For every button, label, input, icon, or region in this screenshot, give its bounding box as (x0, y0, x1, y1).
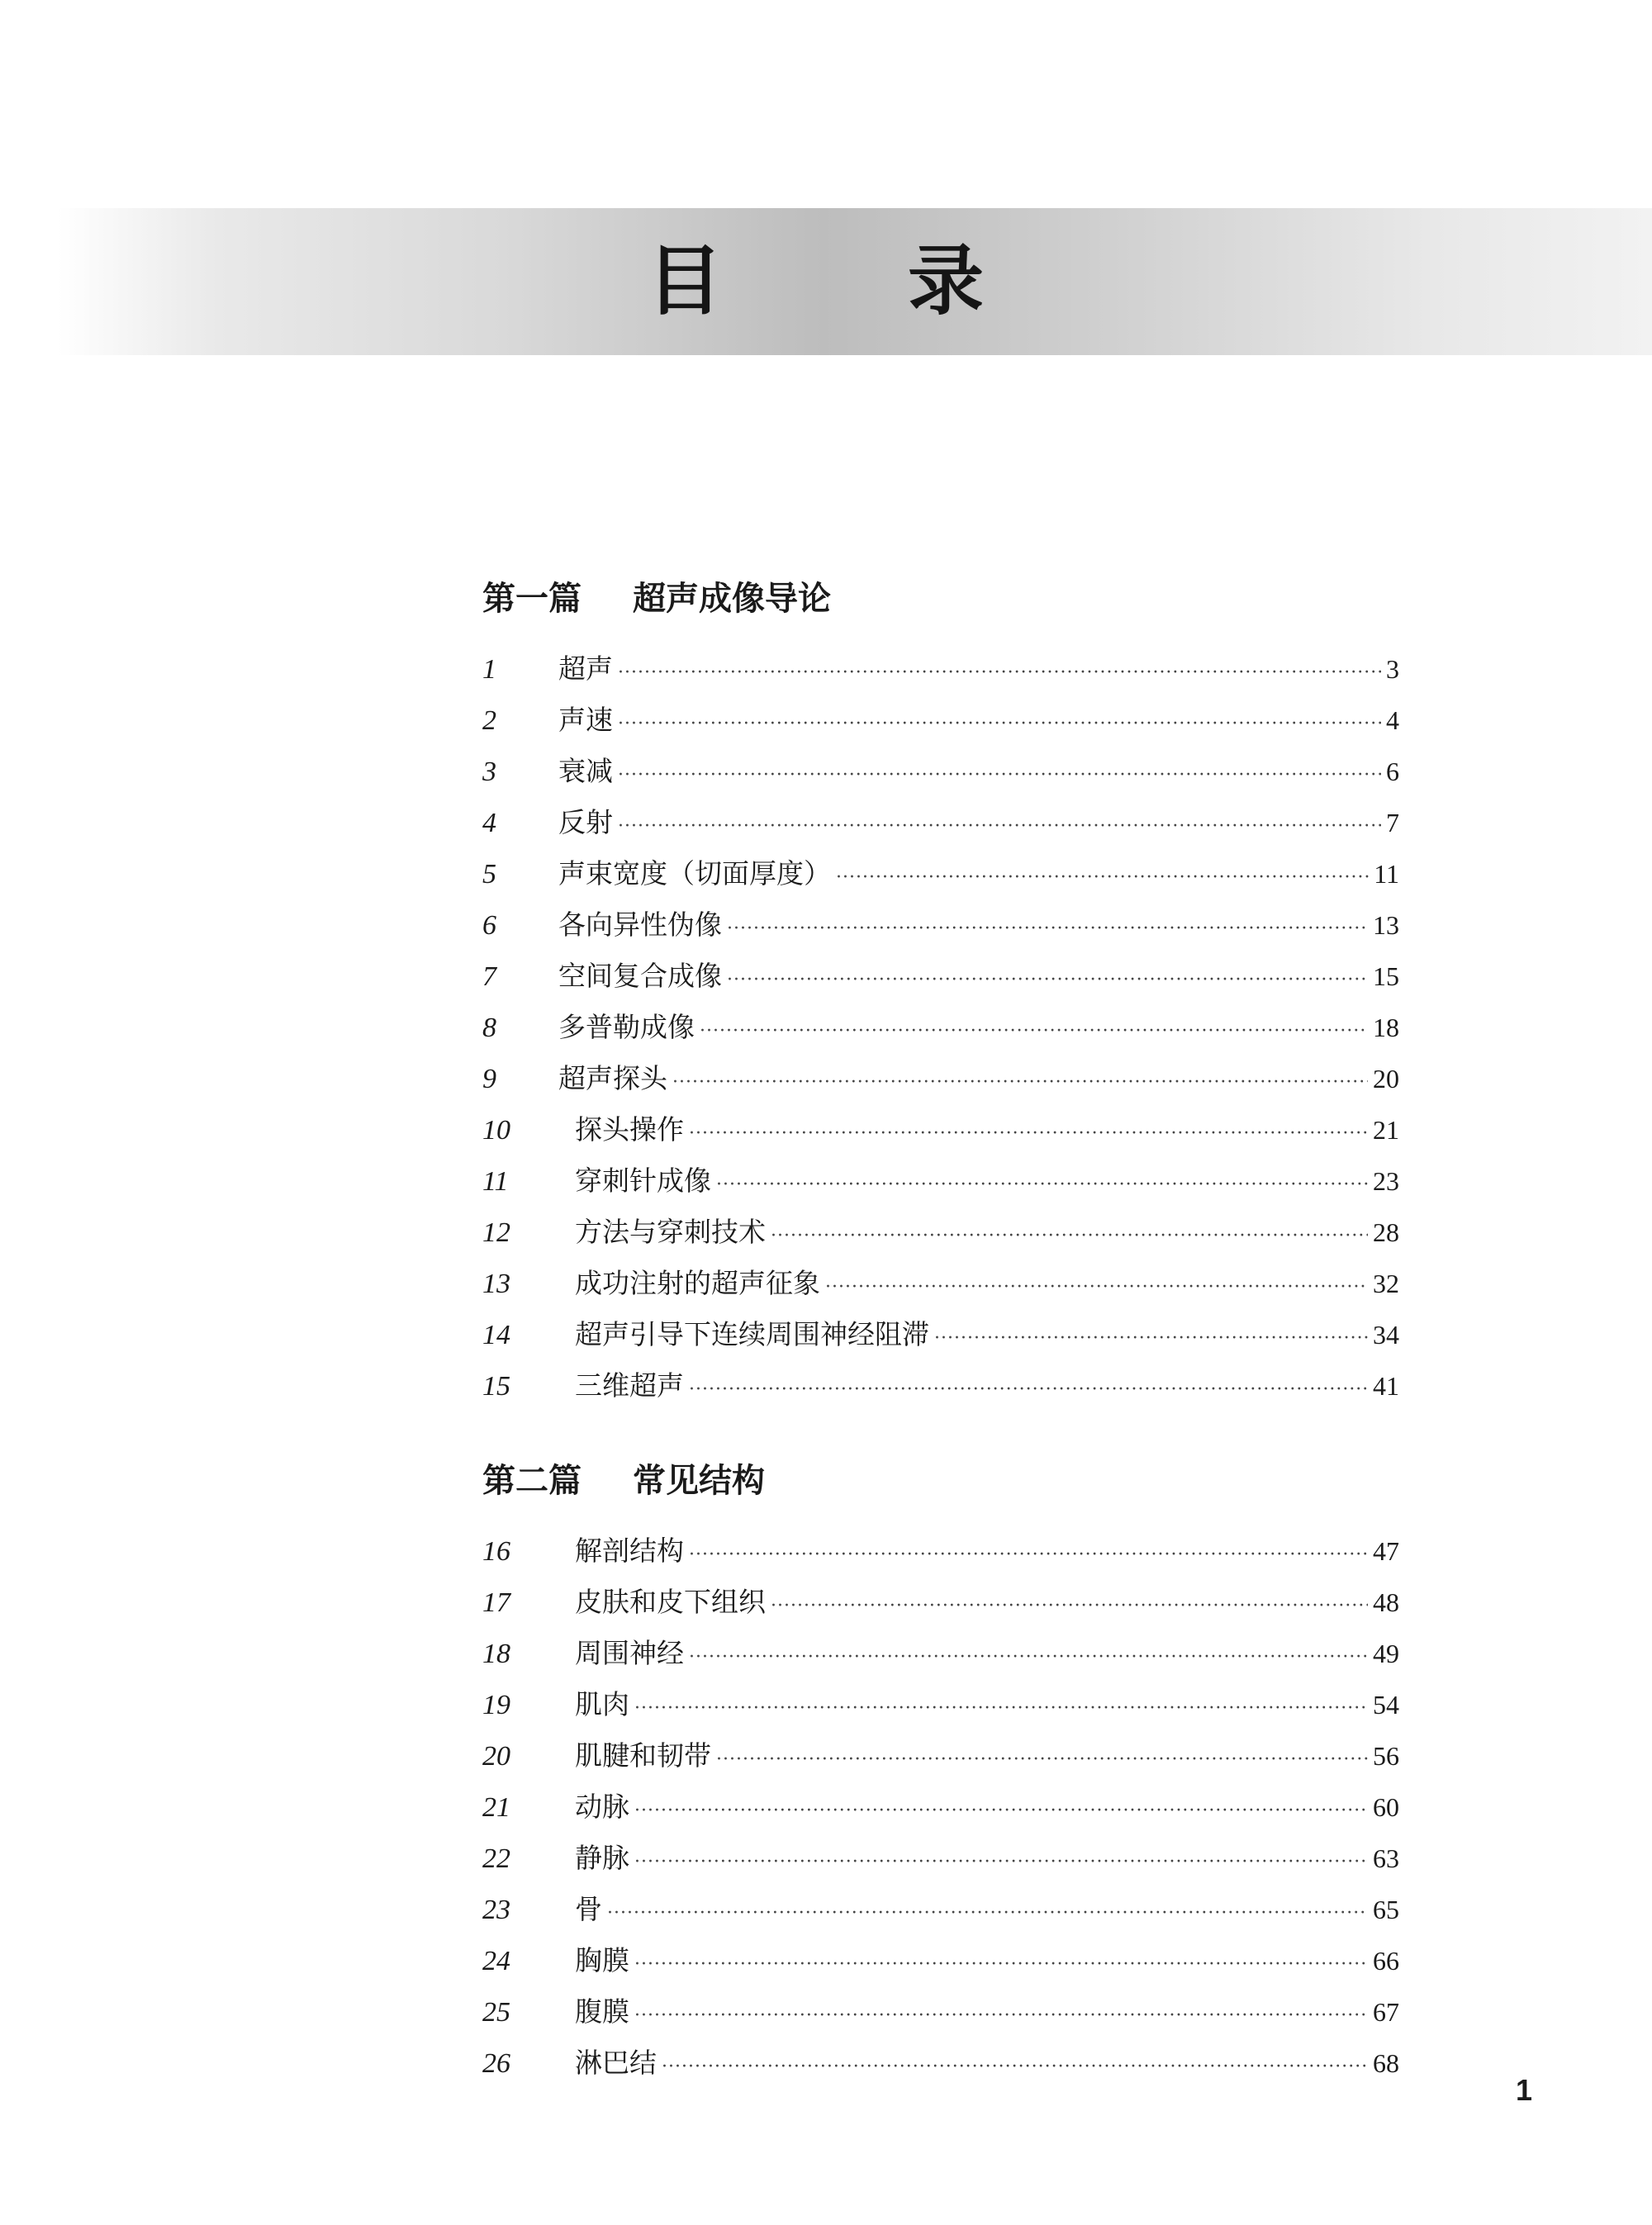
toc-entry-title: 探头操作 (575, 1113, 684, 1146)
dot-leader (716, 1749, 1368, 1770)
toc-entry-number: 9 (482, 1064, 496, 1094)
toc-entry[interactable] (482, 1057, 1399, 1108)
toc-entry[interactable] (482, 1734, 1399, 1786)
toc-entry-number: 21 (482, 1792, 510, 1823)
toc-entry-title: 衰减 (558, 755, 613, 787)
toc-entry-page: 48 (1373, 1587, 1399, 1617)
toc-entry-page: 7 (1386, 808, 1399, 837)
dot-leader (716, 1174, 1368, 1195)
toc-entry-number: 10 (482, 1115, 510, 1146)
toc-entry[interactable] (482, 801, 1399, 852)
toc-entry-title: 超声 (558, 652, 613, 685)
toc-entry[interactable] (482, 1632, 1399, 1683)
toc-entry-page: 65 (1373, 1895, 1399, 1924)
toc-entry[interactable] (482, 1313, 1399, 1364)
toc-entry-title: 声速 (558, 704, 613, 736)
part-one-label: 第一篇 (482, 580, 582, 618)
dot-leader (634, 1800, 1368, 1821)
toc-entry-number: 25 (482, 1997, 510, 2028)
toc-entry[interactable] (482, 1683, 1399, 1734)
dot-leader (689, 1647, 1368, 1668)
dot-leader (771, 1226, 1368, 1246)
toc-entry-number: 16 (482, 1536, 510, 1567)
toc-entry-page: 11 (1374, 859, 1399, 889)
toc-entry-page: 13 (1373, 910, 1399, 940)
toc-entry-number: 17 (482, 1587, 510, 1618)
dot-leader (727, 970, 1368, 990)
toc-entry[interactable] (482, 1262, 1399, 1313)
dot-leader (727, 918, 1368, 939)
toc-entry[interactable] (482, 648, 1399, 699)
toc-entry-page: 18 (1373, 1013, 1399, 1042)
toc-entry[interactable] (482, 1990, 1399, 2042)
toc-entry-number: 2 (482, 705, 496, 736)
toc-entry-number: 14 (482, 1320, 510, 1350)
toc-entry-title: 周围神经 (575, 1637, 684, 1669)
dot-leader (618, 714, 1381, 734)
toc-entry-title: 胸膜 (575, 1944, 629, 1976)
dot-leader (662, 2057, 1368, 2077)
toc-entry-page: 56 (1373, 1741, 1399, 1771)
page-title: 目 录 (646, 237, 1064, 325)
title-band (58, 208, 1652, 355)
part-one-toc-list (482, 648, 1399, 1416)
part-one-section (482, 567, 1399, 1416)
toc-entry-number: 19 (482, 1690, 510, 1720)
toc-entry-page: 28 (1373, 1217, 1399, 1247)
toc-entry-number: 15 (482, 1371, 510, 1402)
toc-entry[interactable] (482, 1888, 1399, 1939)
toc-entry-page: 63 (1373, 1843, 1399, 1873)
dot-leader (700, 1021, 1368, 1041)
toc-entry-title: 解剖结构 (575, 1535, 684, 1567)
dot-leader (689, 1544, 1368, 1565)
dot-leader (689, 1379, 1368, 1400)
toc-entry-page: 34 (1373, 1320, 1399, 1350)
toc-entry-number: 6 (482, 910, 496, 941)
toc-entry[interactable] (482, 750, 1399, 801)
toc-entry-title: 反射 (558, 806, 613, 838)
dot-leader (634, 1698, 1368, 1719)
dot-leader (618, 662, 1381, 683)
toc-entry-page: 68 (1373, 2048, 1399, 2078)
dot-leader (934, 1328, 1368, 1349)
toc-entry-number: 18 (482, 1639, 510, 1669)
toc-entry-page: 23 (1373, 1166, 1399, 1196)
toc-entry[interactable] (482, 1530, 1399, 1581)
toc-entry-number: 26 (482, 2048, 510, 2079)
dot-leader (771, 1596, 1368, 1616)
part-one-name: 超声成像导论 (633, 580, 831, 618)
toc-entry-title: 肌肉 (575, 1688, 629, 1720)
dot-leader (634, 1852, 1368, 1872)
toc-entry[interactable] (482, 699, 1399, 750)
toc-entry-number: 11 (482, 1166, 509, 1197)
toc-entry[interactable] (482, 1581, 1399, 1632)
part-two-name: 常见结构 (633, 1462, 765, 1500)
toc-entry-title: 骨 (575, 1893, 602, 1925)
toc-entry-page: 21 (1373, 1115, 1399, 1145)
toc-entry-number: 4 (482, 808, 496, 838)
toc-entry-title: 多普勒成像 (558, 1011, 695, 1043)
toc-entry-page: 4 (1386, 705, 1399, 735)
toc-entry-title: 超声引导下连续周围神经阻滞 (575, 1318, 929, 1350)
part-two-heading (482, 1449, 1399, 1513)
toc-entry-title: 静脉 (575, 1842, 629, 1874)
dot-leader (825, 1277, 1368, 1298)
toc-entry-title: 皮肤和皮下组织 (575, 1586, 766, 1618)
toc-entry-title: 超声探头 (558, 1062, 667, 1094)
part-two-toc-list (482, 1530, 1399, 2093)
toc-entry[interactable] (482, 852, 1399, 904)
toc-entry-page: 41 (1373, 1371, 1399, 1401)
toc-entry[interactable] (482, 1786, 1399, 1837)
toc-entry-page: 47 (1373, 1536, 1399, 1566)
toc-entry-title: 声束宽度（切面厚度） (558, 857, 831, 890)
toc-entry-title: 各向异性伪像 (558, 909, 722, 941)
toc-entry[interactable] (482, 1108, 1399, 1160)
dot-leader (672, 1072, 1368, 1093)
toc-entry-page: 67 (1373, 1997, 1399, 2027)
toc-entry-page: 60 (1373, 1792, 1399, 1822)
toc-entry-number: 22 (482, 1843, 510, 1874)
dot-leader (607, 1903, 1368, 1924)
toc-entry-title: 腹膜 (575, 1995, 629, 2028)
toc-entry-title: 三维超声 (575, 1369, 684, 1402)
toc-entry-number: 8 (482, 1013, 496, 1043)
toc-entry-number: 23 (482, 1895, 510, 1925)
toc-entry[interactable] (482, 1211, 1399, 1262)
dot-leader (836, 867, 1369, 888)
toc-entry[interactable] (482, 1837, 1399, 1888)
toc-entry-page: 54 (1373, 1690, 1399, 1720)
toc-entry-page: 20 (1373, 1064, 1399, 1094)
toc-entry-page: 66 (1373, 1946, 1399, 1976)
toc-entry-number: 1 (482, 654, 496, 685)
toc-entry-title: 穿刺针成像 (575, 1165, 711, 1197)
dot-leader (618, 816, 1381, 837)
toc-entry-title: 成功注射的超声征象 (575, 1267, 820, 1299)
dot-leader (634, 1954, 1368, 1975)
dot-leader (618, 765, 1381, 785)
part-two-label: 第二篇 (482, 1462, 582, 1500)
toc-entry-number: 12 (482, 1217, 510, 1248)
toc-entry-title: 淋巴结 (575, 2047, 657, 2079)
toc-entry[interactable] (482, 2042, 1399, 2093)
toc-entry-number: 24 (482, 1946, 510, 1976)
toc-entry-title: 空间复合成像 (558, 960, 722, 992)
toc-entry-title: 动脉 (575, 1791, 629, 1823)
dot-leader (689, 1123, 1368, 1144)
part-one-heading (482, 567, 1399, 631)
toc-entry-title: 方法与穿刺技术 (575, 1216, 766, 1248)
toc-entry-number: 5 (482, 859, 496, 890)
toc-entry-page: 15 (1373, 961, 1399, 991)
toc-entry[interactable] (482, 955, 1399, 1006)
toc-entry[interactable] (482, 1006, 1399, 1057)
toc-entry[interactable] (482, 1939, 1399, 1990)
toc-entry-page: 32 (1373, 1269, 1399, 1298)
toc-entry-number: 13 (482, 1269, 510, 1299)
toc-entry-title: 肌腱和韧带 (575, 1739, 711, 1772)
dot-leader (634, 2005, 1368, 2026)
toc-entry-number: 3 (482, 757, 496, 787)
toc-entry-number: 20 (482, 1741, 510, 1772)
part-two-section (482, 1449, 1399, 2093)
page-number: 1 (1515, 2073, 1532, 2107)
toc-entry-page: 3 (1386, 654, 1399, 684)
toc-entry[interactable] (482, 904, 1399, 955)
toc-entry[interactable] (482, 1364, 1399, 1416)
toc-entry[interactable] (482, 1160, 1399, 1211)
toc-entry-page: 6 (1386, 757, 1399, 786)
toc-entry-number: 7 (482, 961, 496, 992)
toc-entry-page: 49 (1373, 1639, 1399, 1668)
